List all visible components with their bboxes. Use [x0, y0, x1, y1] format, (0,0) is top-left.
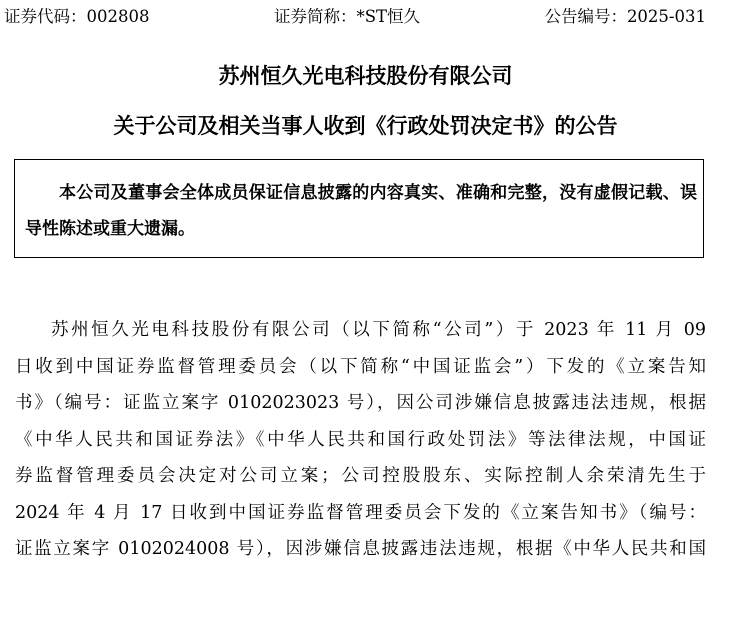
announcement-number: 公告编号：2025-031 [544, 7, 706, 26]
stock-abbreviation: 证券简称：*ST恒久 [274, 7, 421, 26]
company-name-title: 苏州恒久光电科技股份有限公司 [218, 64, 513, 88]
body-paragraph [15, 312, 706, 568]
disclaimer-box [14, 159, 704, 258]
body-line: 证监立案字 0102024008 号），因涉嫌信息披露违法违规，根据《中华人民共和国 [15, 539, 706, 559]
announcement-title: 关于公司及相关当事人收到《行政处罚决定书》的公告 [113, 114, 618, 138]
body-line: 《中华人民共和国证券法》《中华人民共和国行政处罚法》等法律法规，中国证 [15, 429, 706, 450]
body-line: 书》（编号：证监立案字 0102023023 号），因公司涉嫌信息披露违法违规，根据 [15, 393, 706, 413]
body-line: 苏州恒久光电科技股份有限公司（以下简称“公司”）于 2023 年 11 月 09 [51, 320, 706, 340]
body-line: 券监督管理委员会决定对公司立案；公司控股股东、实际控制人余荣清先生于 [15, 466, 706, 486]
stock-code: 证券代码：002808 [4, 7, 150, 26]
announcement-header [4, 6, 706, 28]
body-line: 日收到中国证券监督管理委员会（以下简称“中国证监会”）下发的《立案告知 [15, 356, 706, 377]
disclaimer-text: 本公司及董事会全体成员保证信息披露的内容真实、准确和完整，没有虚假记载、误导性陈述或重大遗漏。 [25, 183, 697, 239]
body-line: 2024 年 4 月 17 日收到中国证券监督管理委员会下发的《立案告知书》（编号： [15, 502, 706, 523]
